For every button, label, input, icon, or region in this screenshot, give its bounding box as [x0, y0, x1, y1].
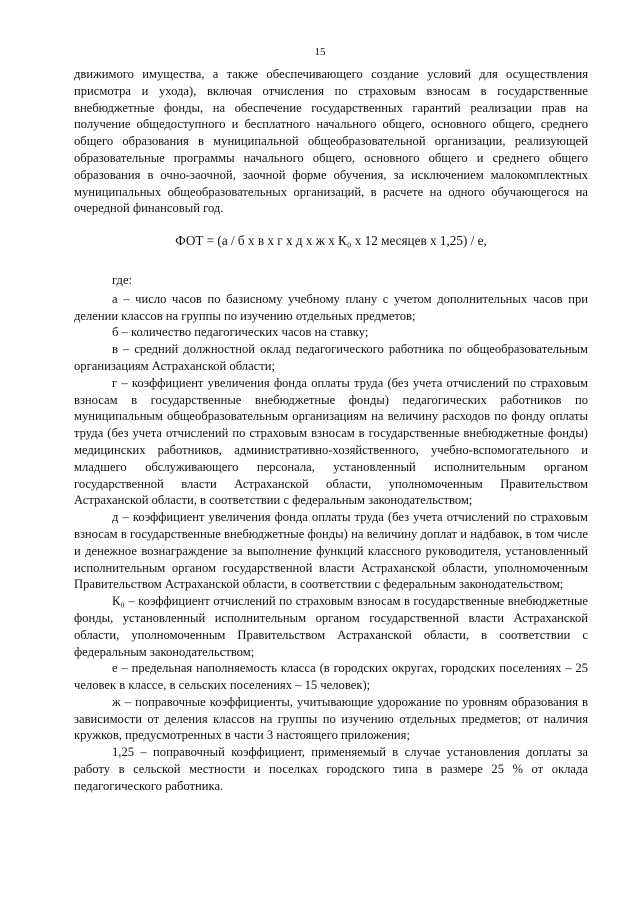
intro-paragraph: движимого имущества, а также обеспечивающего создание условий для осуществления присмотра и ухода), включая отчисления по страховым взносам в государственные внебюджетные фонды, на обеспечение государственных гарантий реализации прав на получение общедоступного и бесплатного начального общего, основного общего, среднего общего образования в муниципальной общеобразовательной организации, реализующей образовательные программы начального общего, основного общего и среднего общего образования в очно-заочной, заочной форме обучения, за исключением малокомплектных муниципальных общеобразовательных организаций, в расчете на одного обучающегося на очередной финансовый год. [74, 67, 588, 216]
definition-d: д – коэффициент увеличения фонда оплаты труда (без учета отчислений по страховым взносам в государственные внебюджетные фонды) на величину доплат и надбавок, в том числе и денежное вознаграждение за выполнение функций классного руководителя, установленный исполнительным органом государственной власти Астраханской области, уполномоченным Правительством Астраханской области, в соответствии с федеральным законодательством; [74, 510, 588, 592]
document-body [74, 66, 588, 795]
definition-a: а – число часов по базисному учебному плану с учетом дополнительных часов при делении классов на группы по изучению отдельных предметов; [74, 291, 588, 323]
salary-fund-formula: ФОТ = (а / б х в х г х д х ж х К₀ х 12 месяцев х 1,25) / е, [175, 233, 487, 249]
where-label: где: [112, 272, 133, 287]
definition-b: б – количество педагогических часов на ставку; [112, 325, 369, 340]
definition-rural-coefficient: 1,25 – поправочный коэффициент, применяемый в случае установления доплаты за работу в сельской местности и поселках городского типа в размере 25 % от оклада педагогического работника. [74, 745, 588, 793]
definition-e: е – предельная наполняемость класса (в городских округах, городских поселениях – 25 человек в классе, в сельских поселениях – 15 человек); [74, 661, 588, 693]
page-number: 15 [314, 46, 326, 58]
definition-zh: ж – поправочные коэффициенты, учитывающие удорожание по уровням образования в зависимости от деления классов на группы по изучению отдельных предметов; от наличия кружков, предусмотренных в части 3 настоящего приложения; [74, 694, 588, 743]
definition-v: в – средний должностной оклад педагогического работника по общеобразовательным организациям Астраханской области; [74, 342, 588, 373]
definition-k0: К₀ – коэффициент отчислений по страховым взносам в государственные внебюджетные фонды, установленный исполнительным органом государственной власти Астраханской области, уполномоченным Правительством Астраханской области, в соответствии с федеральным законодательством; [74, 594, 588, 659]
definition-g: г – коэффициент увеличения фонда оплаты труда (без учета отчислений по страховым взносам в государственные внебюджетные фонды) педагогических работников по муниципальным общеобразовательным организациям на величину расходов по фонду оплаты труда (без учета отчислений по страховым взносам в государственные внебюджетные фонды) медицинских работников, административно-хозяйственного, учебно-вспомогательного и младшего обслуживающего персонала, установленный исполнительным органом государственной власти Астраханской области, уполномоченным Правительством Астраханской области, в соответствии с федеральным законодательством; [74, 375, 588, 508]
